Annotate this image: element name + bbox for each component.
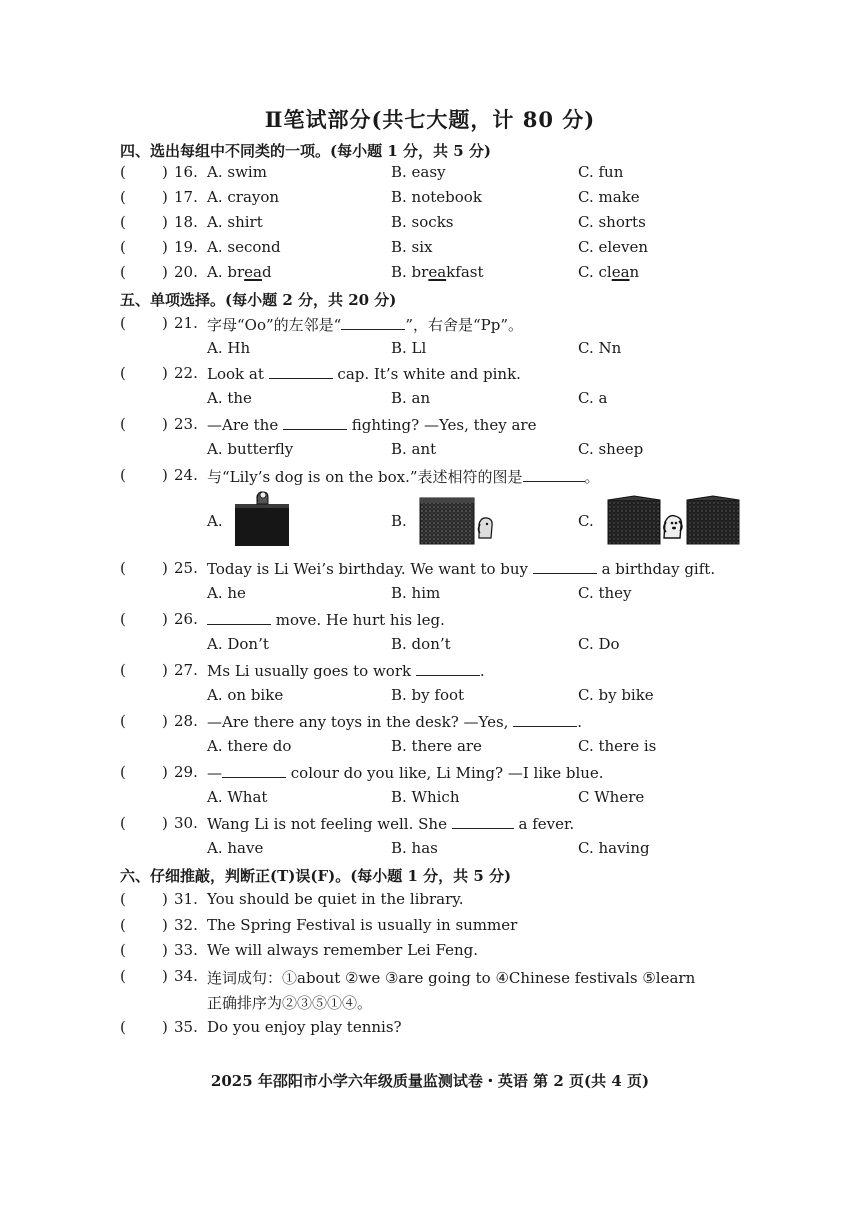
option-b: B. ant xyxy=(391,440,437,458)
answer-paren-open: ( xyxy=(120,890,126,908)
answer-paren-close: ) xyxy=(162,661,168,679)
question-stem xyxy=(207,466,600,487)
answer-blank xyxy=(533,559,597,574)
option-b xyxy=(391,263,483,281)
option-c: C. xyxy=(578,512,594,530)
stem-text: Ms Li usually goes to work xyxy=(207,662,412,680)
stem-text: move. He hurt his leg. xyxy=(275,611,445,629)
option-a: A. second xyxy=(207,238,281,256)
answer-blank xyxy=(283,415,347,430)
question-number: 25. xyxy=(174,559,198,577)
stem-text: . xyxy=(479,662,485,680)
box-with-dog-on-top-picture xyxy=(232,490,292,548)
answer-paren-open: ( xyxy=(120,263,126,281)
option-text: n xyxy=(629,263,640,281)
answer-paren-close: ) xyxy=(162,238,168,256)
option-b: B. there are xyxy=(391,737,482,755)
answer-paren-open: ( xyxy=(120,188,126,206)
answer-paren-close: ) xyxy=(162,314,168,332)
question-number: 19. xyxy=(174,238,198,256)
question-stem: 正确排序为②③⑤①④。 xyxy=(207,994,373,1012)
question-30-options xyxy=(0,839,860,863)
question-stem xyxy=(207,364,521,383)
option-b: B. socks xyxy=(391,213,454,231)
stem-text: . xyxy=(577,713,583,731)
option-b: B. by foot xyxy=(391,686,465,704)
option-c: C. there is xyxy=(578,737,657,755)
question-stem xyxy=(207,661,485,680)
stem-text: 与“Lily’s dog is on the box.”表述相符的图是 xyxy=(207,468,523,486)
option-b: B. Which xyxy=(391,788,460,806)
option-a: A. swim xyxy=(207,163,267,181)
answer-paren-close: ) xyxy=(162,364,168,382)
answer-blank xyxy=(341,315,405,330)
stem-text: 字母“Oo”的左邻是“ xyxy=(207,316,342,334)
answer-paren-open: ( xyxy=(120,712,126,730)
answer-paren-close: ) xyxy=(162,763,168,781)
question-34 xyxy=(0,967,860,991)
question-number: 22. xyxy=(174,364,198,382)
option-c: C. fun xyxy=(578,163,624,181)
question-stem xyxy=(207,415,536,434)
question-number: 20. xyxy=(174,263,198,281)
answer-blank xyxy=(523,467,585,482)
section-title: Ⅱ笔试部分(共七大题，计 80 分) xyxy=(264,107,596,132)
option-b: B. Ll xyxy=(391,339,427,357)
answer-paren-open: ( xyxy=(120,163,126,181)
answer-paren-open: ( xyxy=(120,916,126,934)
option-c: C. shorts xyxy=(578,213,646,231)
option-a: A. Don’t xyxy=(207,635,269,653)
question-29 xyxy=(0,763,860,787)
answer-blank xyxy=(416,661,480,676)
question-number: 24. xyxy=(174,466,198,484)
answer-paren-open: ( xyxy=(120,415,126,433)
section-6-heading: 六、仔细推敲，判断正(T)误(F)。(每小题 1 分，共 5 分) xyxy=(120,867,512,885)
answer-paren-close: ) xyxy=(162,890,168,908)
option-text: d xyxy=(261,263,272,281)
question-22-options xyxy=(0,389,860,413)
answer-paren-open: ( xyxy=(120,559,126,577)
option-text: kfast xyxy=(446,263,484,281)
option-text: B. br xyxy=(391,263,429,281)
answer-paren-open: ( xyxy=(120,941,126,959)
question-number: 32. xyxy=(174,916,198,934)
question-stem: Do you enjoy play tennis? xyxy=(207,1018,402,1036)
option-a: A. crayon xyxy=(207,188,280,206)
question-33 xyxy=(0,941,860,965)
option-b: B. notebook xyxy=(391,188,482,206)
question-number: 35. xyxy=(174,1018,198,1036)
option-b: B. has xyxy=(391,839,438,857)
option-c: C. sheep xyxy=(578,440,644,458)
question-16 xyxy=(0,163,860,187)
answer-paren-close: ) xyxy=(162,415,168,433)
question-21-options xyxy=(0,339,860,363)
option-c: C. they xyxy=(578,584,632,602)
question-27-options xyxy=(0,686,860,710)
question-number: 31. xyxy=(174,890,198,908)
question-number: 23. xyxy=(174,415,198,433)
answer-blank xyxy=(269,364,333,379)
option-c: C Where xyxy=(578,788,645,806)
answer-paren-close: ) xyxy=(162,466,168,484)
question-number: 18. xyxy=(174,213,198,231)
answer-paren-open: ( xyxy=(120,610,126,628)
answer-paren-close: ) xyxy=(162,941,168,959)
underlined-letters: ea xyxy=(244,263,262,281)
option-b: B. an xyxy=(391,389,431,407)
question-number: 28. xyxy=(174,712,198,730)
stem-text: 。 xyxy=(584,468,600,486)
question-31 xyxy=(0,890,860,914)
question-32 xyxy=(0,916,860,940)
answer-paren-open: ( xyxy=(120,814,126,832)
question-25-options xyxy=(0,584,860,608)
answer-paren-close: ) xyxy=(162,263,168,281)
answer-paren-close: ) xyxy=(162,712,168,730)
question-number: 29. xyxy=(174,763,198,781)
answer-paren-open: ( xyxy=(120,213,126,231)
answer-paren-open: ( xyxy=(120,314,126,332)
question-stem xyxy=(207,314,523,335)
question-35 xyxy=(0,1018,860,1042)
question-number: 30. xyxy=(174,814,198,832)
question-number: 21. xyxy=(174,314,198,332)
stem-text: a birthday gift. xyxy=(601,560,716,578)
answer-blank xyxy=(207,610,271,625)
question-20 xyxy=(0,263,860,287)
option-a: A. Hh xyxy=(207,339,251,357)
stem-text: Wang Li is not feeling well. She xyxy=(207,815,447,833)
question-28-options xyxy=(0,737,860,761)
option-b: B. him xyxy=(391,584,441,602)
stem-text: Look at xyxy=(207,365,264,383)
answer-paren-close: ) xyxy=(162,559,168,577)
option-c xyxy=(578,263,639,281)
answer-paren-close: ) xyxy=(162,1018,168,1036)
question-23-options xyxy=(0,440,860,464)
question-stem: You should be quiet in the library. xyxy=(207,890,464,908)
question-23 xyxy=(0,415,860,439)
option-b: B. six xyxy=(391,238,433,256)
answer-paren-close: ) xyxy=(162,916,168,934)
stem-text: — xyxy=(207,764,222,782)
option-c: C. Nn xyxy=(578,339,622,357)
option-a: A. have xyxy=(207,839,264,857)
option-c: C. make xyxy=(578,188,640,206)
question-34-line2 xyxy=(0,992,860,1016)
question-number: 27. xyxy=(174,661,198,679)
option-b: B. easy xyxy=(391,163,446,181)
question-number: 33. xyxy=(174,941,198,959)
question-27 xyxy=(0,661,860,685)
option-a: A. the xyxy=(207,389,252,407)
section-5-heading: 五、单项选择。(每小题 2 分，共 20 分) xyxy=(120,291,397,309)
answer-paren-open: ( xyxy=(120,1018,126,1036)
question-stem xyxy=(207,610,445,629)
stem-text: —Are the xyxy=(207,416,279,434)
stem-text: —Are there any toys in the desk? —Yes, xyxy=(207,713,509,731)
question-25 xyxy=(0,559,860,583)
option-c: C. eleven xyxy=(578,238,649,256)
answer-paren-close: ) xyxy=(162,814,168,832)
option-text: C. cl xyxy=(578,263,612,281)
option-a xyxy=(207,263,272,281)
question-21 xyxy=(0,314,860,338)
question-28 xyxy=(0,712,860,736)
stem-text: a fever. xyxy=(518,815,575,833)
stem-text: ”，右舍是“Pp”。 xyxy=(405,316,524,334)
question-number: 26. xyxy=(174,610,198,628)
question-22 xyxy=(0,364,860,388)
answer-paren-open: ( xyxy=(120,967,126,985)
question-18 xyxy=(0,213,860,237)
question-26-options xyxy=(0,635,860,659)
question-stem: We will always remember Lei Feng. xyxy=(207,941,478,959)
question-stem xyxy=(207,763,604,782)
option-text: A. br xyxy=(207,263,245,281)
answer-paren-open: ( xyxy=(120,661,126,679)
question-29-options xyxy=(0,788,860,812)
answer-paren-open: ( xyxy=(120,364,126,382)
option-c: C. a xyxy=(578,389,608,407)
dog-between-boxes-picture xyxy=(605,494,745,546)
option-a: A. butterfly xyxy=(207,440,294,458)
question-26 xyxy=(0,610,860,634)
option-b: B. xyxy=(391,512,407,530)
stem-text: colour do you like, Li Ming? —I like blue. xyxy=(290,764,604,782)
question-number: 34. xyxy=(174,967,198,985)
answer-blank xyxy=(452,814,514,829)
question-stem xyxy=(207,814,574,833)
stem-text: cap. It’s white and pink. xyxy=(337,365,521,383)
question-24 xyxy=(0,466,860,490)
answer-paren-open: ( xyxy=(120,763,126,781)
underlined-letters: ea xyxy=(428,263,447,281)
page-footer: 2025 年邵阳市小学六年级质量监测试卷・英语 第 2 页(共 4 页) xyxy=(210,1072,650,1090)
option-c: C. by bike xyxy=(578,686,654,704)
question-stem: The Spring Festival is usually in summer xyxy=(207,916,518,934)
stem-text: fighting? —Yes, they are xyxy=(351,416,537,434)
option-a: A. shirt xyxy=(207,213,263,231)
answer-blank xyxy=(222,763,286,778)
underlined-letters: ea xyxy=(611,263,630,281)
answer-paren-open: ( xyxy=(120,238,126,256)
question-stem xyxy=(207,559,715,578)
question-19 xyxy=(0,238,860,262)
question-number: 16. xyxy=(174,163,198,181)
question-stem xyxy=(207,712,582,731)
answer-paren-close: ) xyxy=(162,163,168,181)
question-17 xyxy=(0,188,860,212)
answer-paren-close: ) xyxy=(162,610,168,628)
answer-paren-close: ) xyxy=(162,188,168,206)
option-b: B. don’t xyxy=(391,635,451,653)
question-stem: 连词成句：①about ②we ③are going to ④Chinese festivals ⑤learn xyxy=(207,969,696,987)
answer-paren-close: ) xyxy=(162,213,168,231)
option-a: A. there do xyxy=(207,737,292,755)
answer-blank xyxy=(513,712,577,727)
option-c: C. Do xyxy=(578,635,620,653)
option-a: A. What xyxy=(207,788,268,806)
stem-text: Today is Li Wei’s birthday. We want to buy xyxy=(207,560,529,578)
option-a: A. xyxy=(207,512,223,530)
section-4-heading: 四、选出每组中不同类的一项。(每小题 1 分，共 5 分) xyxy=(120,142,491,160)
answer-paren-open: ( xyxy=(120,466,126,484)
question-30 xyxy=(0,814,860,838)
option-c: C. having xyxy=(578,839,650,857)
box-with-dog-beside-picture xyxy=(417,494,497,546)
option-a: A. he xyxy=(207,584,246,602)
option-a: A. on bike xyxy=(207,686,284,704)
answer-paren-close: ) xyxy=(162,967,168,985)
question-number: 17. xyxy=(174,188,198,206)
